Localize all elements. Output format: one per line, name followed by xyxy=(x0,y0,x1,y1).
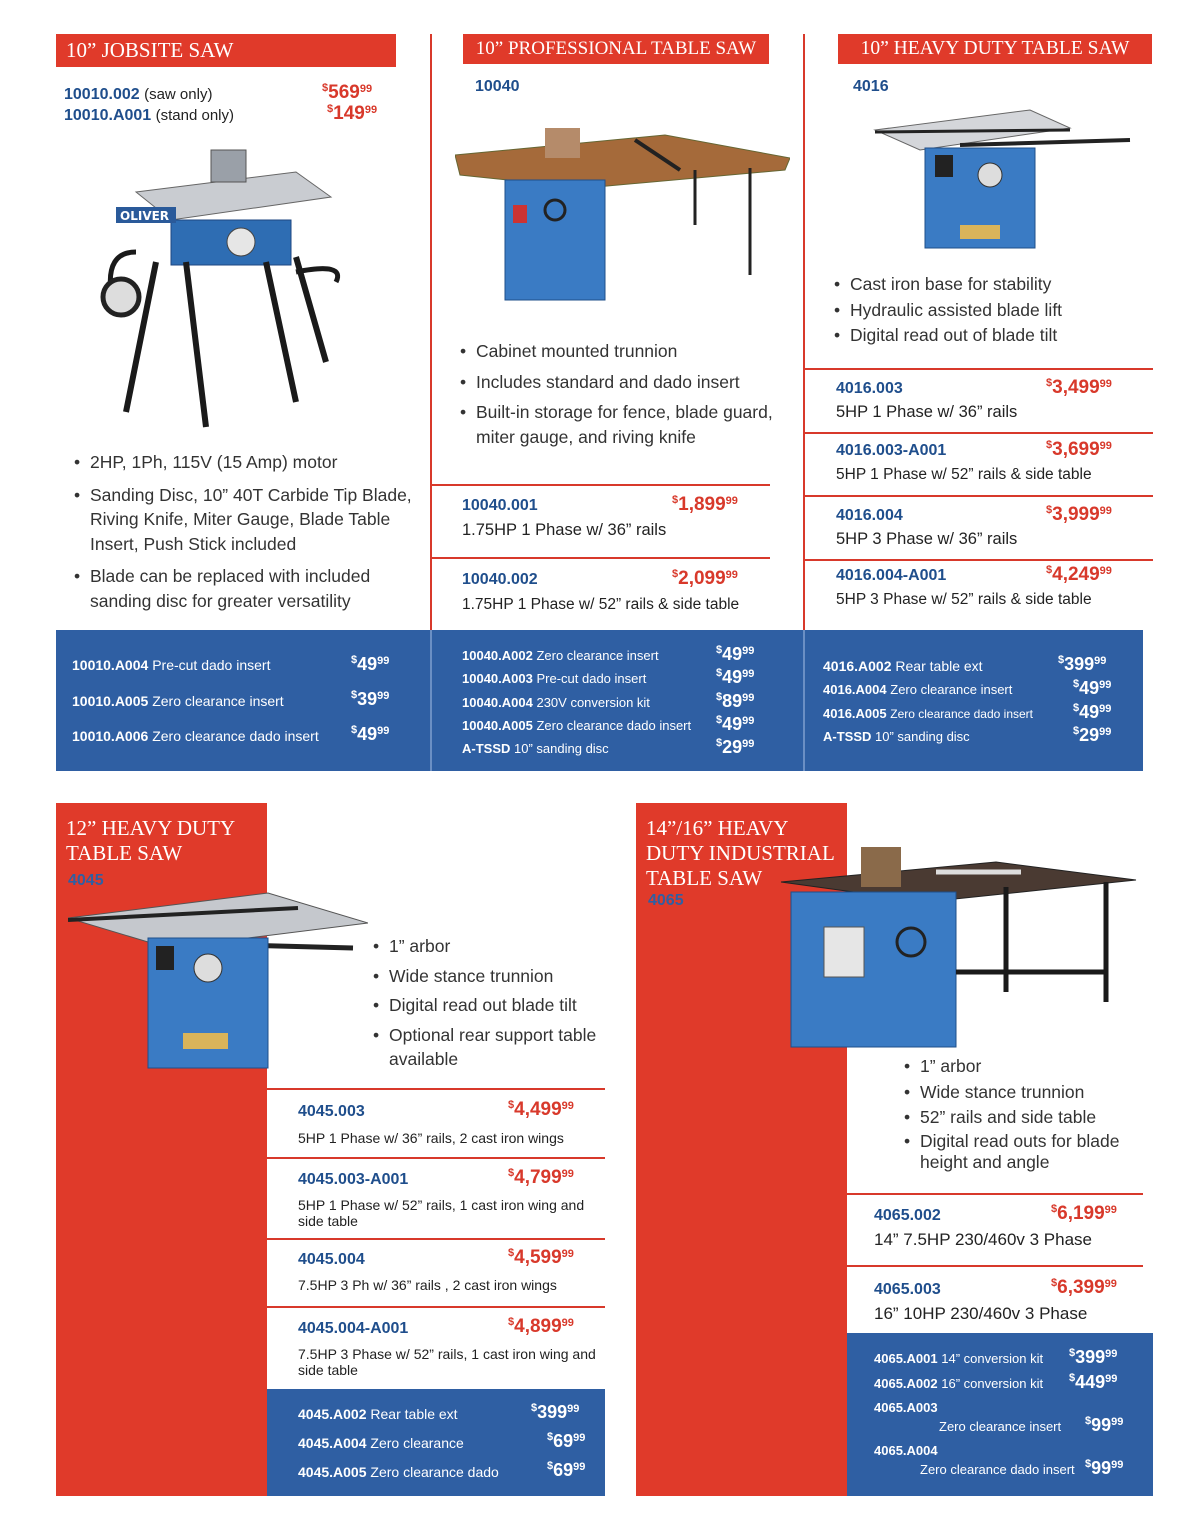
jobsite-accessory-price-0: $^{\$}49^{99}$ xyxy=(351,654,390,674)
jobsite-accessory-2: 10010.A006 Zero clearance dado insert xyxy=(72,728,319,744)
heavy10-sku-3: 4016.004-A001 xyxy=(836,567,947,584)
heavy12-model: 4045 xyxy=(68,872,104,889)
industrial-bullets xyxy=(904,1054,1154,1174)
heavy10-price-2: $3,999$^{99}$ xyxy=(1046,504,1112,525)
bullet: • Digital read outs for blade height and angle xyxy=(904,1131,1154,1175)
bullet: • 1” arbor xyxy=(904,1054,1154,1079)
professional-accessory-4: A-TSSD 10” sanding disc xyxy=(462,741,609,756)
heavy10-accessory-price-2: $^{\$}49^{99}$ xyxy=(1073,702,1112,722)
bullet: • Digital read out blade tilt xyxy=(373,993,613,1018)
professional-sku-1: 10040.002 xyxy=(462,571,538,588)
heavy10-sku-2: 4016.004 xyxy=(836,507,903,524)
industrial-sku-1: 4065.003 xyxy=(874,1281,941,1298)
professional-title: 10” PROFESSIONAL TABLE SAW xyxy=(463,34,769,64)
jobsite-accessory-price-1: $^{\$}39^{99}$ xyxy=(351,689,390,709)
bullet: • Digital read out of blade tilt xyxy=(834,323,1154,348)
heavy12-price-2: $4,599$^{99}$ xyxy=(508,1247,574,1268)
heavy12-accessory-0: 4045.A002 Rear table ext xyxy=(298,1406,458,1422)
industrial-accessory-price-3: $^{\$}99^{99}$ xyxy=(1085,1458,1124,1478)
divider xyxy=(803,368,1153,370)
industrial-accessory-price-2: $^{\$}99^{99}$ xyxy=(1085,1415,1124,1435)
jobsite-accessory-price-2: $^{\$}49^{99}$ xyxy=(351,724,390,744)
heavy12-accessory-price-2: $^{\$}69^{99}$ xyxy=(547,1460,586,1480)
professional-sku-0: 10040.001 xyxy=(462,497,538,514)
bullet: • 52” rails and side table xyxy=(904,1105,1154,1130)
professional-model: 10040 xyxy=(475,78,520,95)
divider xyxy=(267,1088,605,1090)
note: (saw only) xyxy=(144,86,213,103)
heavy12-accessory-1: 4045.A004 Zero clearance xyxy=(298,1435,464,1451)
industrial-title: 14”/16” HEAVY DUTY INDUSTRIAL TABLE SAW xyxy=(646,816,835,891)
divider xyxy=(267,1238,605,1240)
jobsite-saw-image xyxy=(96,142,356,432)
jobsite-bullets xyxy=(74,450,414,613)
jobsite-price-0: $^{\$}569^{99}$ xyxy=(322,82,373,103)
heavy12-bullets xyxy=(373,934,613,1072)
professional-price-1: $2,099$^{99}$ xyxy=(672,568,738,589)
jobsite-accessory-1: 10010.A005 Zero clearance insert xyxy=(72,693,284,709)
svg-text:OLIVER: OLIVER xyxy=(120,209,170,223)
heavy10-desc-2: 5HP 3 Phase w/ 36” rails xyxy=(836,530,1018,548)
heavy10-desc-0: 5HP 1 Phase w/ 36” rails xyxy=(836,403,1018,421)
professional-bullets xyxy=(460,339,790,449)
heavy10-sku-1: 4016.003-A001 xyxy=(836,442,947,459)
heavy12-accessory-price-0: $^{\$}399^{99}$ xyxy=(531,1402,580,1422)
bullet: • Hydraulic assisted blade lift xyxy=(834,298,1154,323)
professional-price-0: $1,899$^{99}$ xyxy=(672,494,738,515)
heavy12-price-1: $4,799$^{99}$ xyxy=(508,1167,574,1188)
heavy12-desc-3: 7.5HP 3 Phase w/ 52” rails, 1 cast iron wing and side table xyxy=(298,1346,596,1379)
divider xyxy=(430,34,432,634)
jobsite-accessory-0: 10010.A004 Pre-cut dado insert xyxy=(72,657,271,673)
divider xyxy=(847,1193,1143,1195)
heavy10-title: 10” HEAVY DUTY TABLE SAW xyxy=(838,34,1152,64)
jobsite-title: 10” JOBSITE SAW xyxy=(56,34,396,67)
heavy10-accessory-1: 4016.A004 Zero clearance insert xyxy=(823,682,1013,697)
heavy10-accessory-price-1: $^{\$}49^{99}$ xyxy=(1073,678,1112,698)
industrial-accessory-price-0: $^{\$}399^{99}$ xyxy=(1069,1347,1118,1367)
professional-accessory-0: 10040.A002 Zero clearance insert xyxy=(462,648,659,663)
industrial-accessory-3-desc: Zero clearance dado insert xyxy=(920,1462,1075,1477)
industrial-accessory-2-sku: 4065.A003 xyxy=(874,1400,938,1415)
bullet: • Includes standard and dado insert xyxy=(460,370,790,395)
heavy12-price-3: $4,899$^{99}$ xyxy=(508,1316,574,1337)
note: (stand only) xyxy=(155,107,235,124)
heavy12-sku-1: 4045.003-A001 xyxy=(298,1171,409,1188)
heavy10-price-0: $3,499$^{99}$ xyxy=(1046,377,1112,398)
heavy12-saw-image xyxy=(68,888,368,1073)
heavy10-accessory-price-3: $^{\$}29^{99}$ xyxy=(1073,725,1112,745)
heavy10-desc-3: 5HP 3 Phase w/ 52” rails & side table xyxy=(836,591,1092,608)
divider xyxy=(430,557,770,559)
industrial-desc-0: 14” 7.5HP 230/460v 3 Phase xyxy=(874,1230,1093,1249)
bullet: • Optional rear support table available xyxy=(373,1023,613,1072)
professional-accessory-price-4: $^{\$}29^{99}$ xyxy=(716,737,755,757)
divider xyxy=(803,495,1153,497)
divider xyxy=(803,630,805,771)
jobsite-price-1: $^{\$}149^{99}$ xyxy=(327,103,378,124)
heavy12-accessory-price-1: $^{\$}69^{99}$ xyxy=(547,1431,586,1451)
divider xyxy=(430,484,770,486)
heavy10-price-1: $3,699$^{99}$ xyxy=(1046,439,1112,460)
industrial-accessory-0: 4065.A001 14” conversion kit xyxy=(874,1351,1044,1366)
industrial-accessory-1: 4065.A002 16” conversion kit xyxy=(874,1376,1044,1391)
jobsite-item-0 xyxy=(64,86,212,104)
divider xyxy=(847,1265,1143,1267)
heavy10-accessory-3: A-TSSD 10” sanding disc xyxy=(823,729,970,744)
professional-accessory-1: 10040.A003 Pre-cut dado insert xyxy=(462,671,647,686)
bullet: • Cabinet mounted trunnion xyxy=(460,339,790,364)
divider xyxy=(803,432,1153,434)
industrial-saw-image xyxy=(776,842,1141,1057)
heavy12-sku-2: 4045.004 xyxy=(298,1251,365,1268)
heavy12-price-0: $4,499$^{99}$ xyxy=(508,1099,574,1120)
industrial-model: 4065 xyxy=(648,892,684,909)
industrial-price-0: $6,199$^{99}$ xyxy=(1051,1203,1117,1224)
heavy10-desc-1: 5HP 1 Phase w/ 52” rails & side table xyxy=(836,466,1092,483)
heavy12-accessory-2: 4045.A005 Zero clearance dado xyxy=(298,1464,499,1480)
divider xyxy=(803,34,805,634)
industrial-accessory-price-1: $^{\$}449^{99}$ xyxy=(1069,1372,1118,1392)
professional-accessory-price-1: $^{\$}49^{99}$ xyxy=(716,667,755,687)
bullet: • Blade can be replaced with included sanding disc for greater versatility xyxy=(74,564,414,613)
sku: 10010.002 xyxy=(64,86,140,103)
divider xyxy=(803,559,1153,561)
professional-accessory-price-0: $^{\$}49^{99}$ xyxy=(716,644,755,664)
professional-accessory-3: 10040.A005 Zero clearance dado insert xyxy=(462,718,692,733)
bullet: • 2HP, 1Ph, 115V (15 Amp) motor xyxy=(74,450,414,475)
divider xyxy=(267,1306,605,1308)
industrial-desc-1: 16” 10HP 230/460v 3 Phase xyxy=(874,1304,1088,1323)
industrial-accessory-3-sku: 4065.A004 xyxy=(874,1443,938,1458)
heavy10-bullets xyxy=(834,272,1154,348)
professional-desc-1: 1.75HP 1 Phase w/ 52” rails & side table xyxy=(462,596,740,613)
professional-accessory-2: 10040.A004 230V conversion kit xyxy=(462,695,650,710)
professional-accessory-price-3: $^{\$}49^{99}$ xyxy=(716,714,755,734)
industrial-sku-0: 4065.002 xyxy=(874,1207,941,1224)
heavy10-accessory-2: 4016.A005 Zero clearance dado insert xyxy=(823,706,1033,721)
heavy10-model: 4016 xyxy=(853,78,889,95)
bullet: • Built-in storage for fence, blade guard, miter gauge, and riving knife xyxy=(460,400,790,449)
heavy12-desc-2: 7.5HP 3 Ph w/ 36” rails , 2 cast iron wings xyxy=(298,1277,557,1293)
heavy10-price-3: $4,249$^{99}$ xyxy=(1046,564,1112,585)
sku: 10010.A001 xyxy=(64,107,152,124)
heavy12-sku-3: 4045.004-A001 xyxy=(298,1320,409,1337)
divider xyxy=(267,1157,605,1159)
heavy12-desc-1: 5HP 1 Phase w/ 52” rails, 1 cast iron wing and side table xyxy=(298,1197,585,1230)
bullet: • Cast iron base for stability xyxy=(834,272,1154,297)
heavy12-sku-0: 4045.003 xyxy=(298,1103,365,1120)
bullet: • Wide stance trunnion xyxy=(904,1080,1154,1105)
jobsite-item-1 xyxy=(64,107,234,125)
bullet: • 1” arbor xyxy=(373,934,613,959)
heavy10-sku-0: 4016.003 xyxy=(836,380,903,397)
heavy10-accessory-0: 4016.A002 Rear table ext xyxy=(823,658,983,674)
professional-saw-image xyxy=(455,120,790,310)
heavy12-title: 12” HEAVY DUTY TABLE SAW xyxy=(66,816,236,866)
industrial-price-1: $6,399$^{99}$ xyxy=(1051,1277,1117,1298)
industrial-accessory-2-desc: Zero clearance insert xyxy=(939,1419,1062,1434)
professional-desc-0: 1.75HP 1 Phase w/ 36” rails xyxy=(462,521,667,539)
heavy10-accessory-price-0: $^{\$}399^{99}$ xyxy=(1058,654,1107,674)
professional-accessory-price-2: $^{\$}89^{99}$ xyxy=(716,691,755,711)
bullet: • Wide stance trunnion xyxy=(373,964,613,989)
bullet: • Sanding Disc, 10” 40T Carbide Tip Blade, Riving Knife, Miter Gauge, Blade Table Insert, Push Stick included xyxy=(74,483,414,557)
divider xyxy=(430,630,432,771)
heavy10-saw-image xyxy=(870,100,1135,260)
heavy12-desc-0: 5HP 1 Phase w/ 36” rails, 2 cast iron wings xyxy=(298,1130,564,1146)
